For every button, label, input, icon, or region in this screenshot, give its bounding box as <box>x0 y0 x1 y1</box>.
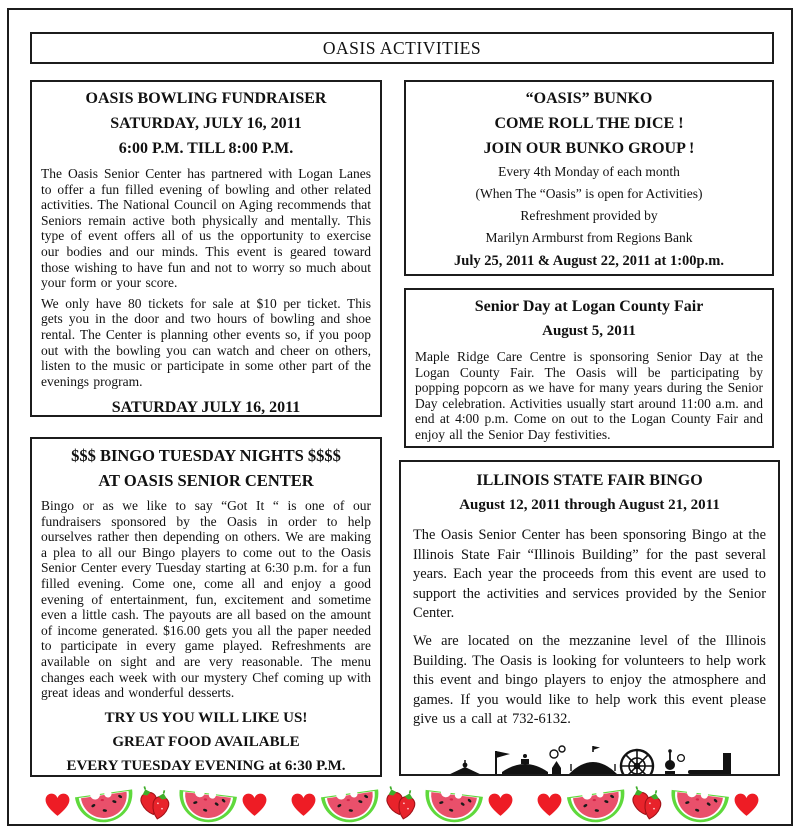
fairground-silhouette-image <box>413 738 766 776</box>
heart-icon <box>733 792 760 817</box>
strawberries-icon <box>631 784 665 824</box>
section-bunko <box>404 80 774 276</box>
heart-icon <box>487 792 514 817</box>
heart-icon <box>290 792 317 817</box>
bowling-date: SATURDAY, JULY 16, 2011 <box>110 115 302 132</box>
bunko-refreshment-line: Refreshment provided by <box>520 208 658 223</box>
heart-icon <box>44 792 71 817</box>
bingo-footer-line-3: EVERY TUESDAY EVENING at 6:30 P.M. <box>66 757 346 774</box>
heart-icon <box>241 792 268 817</box>
watermelon-slice-icon <box>566 782 628 826</box>
bowling-footer-date: SATURDAY JULY 16, 2011 <box>111 399 301 417</box>
watermelon-slice-icon <box>176 782 238 826</box>
bingo-footer-line-1: TRY US YOU WILL LIKE US! <box>104 709 308 726</box>
heart-icon <box>536 792 563 817</box>
state-fair-paragraph-2: We are located on the mezzanine level of the Illinois Building. The Oasis is looking for volunteers to help work this event and bingo players to enjoy the atmosphere and games. If you would like to help work this event please give us a call at 732-6132. <box>413 632 766 728</box>
watermelon-slice-icon <box>320 782 382 826</box>
fruit-border-unit <box>536 782 760 826</box>
bingo-paragraph: Bingo or as we like to say “Got It “ is one of our fundraisers sponsored by the Oasis in order to help ourselves rather then depending on others. We are making a plea to all our Bingo players to come out to the Oasis Senior Center every Tuesday starting at 6:30 p.m. for a fun filled evening. Come one, come all and enjoy a good evening of entertainment, fun, excitement and sometime even a little cash. The payouts are all based on the amount of income generated. $16.00 gets you all the paper needed to participate in every game played. Refreshments are available on sight and are very reasonable. The menu changes each week with our mystery Chef coming up with great ideas and wonderful desserts. <box>41 498 371 701</box>
bingo-footer-line-2: GREAT FOOD AVAILABLE <box>112 733 300 750</box>
watermelon-slice-icon <box>74 782 136 826</box>
senior-day-title: Senior Day at Logan County Fair <box>474 298 704 315</box>
state-fair-title: ILLINOIS STATE FAIR BINGO <box>476 472 703 489</box>
section-state-fair-bingo <box>399 460 780 776</box>
section-senior-day <box>404 288 774 448</box>
masthead <box>30 32 774 64</box>
strawberries-icon <box>385 784 419 824</box>
strawberries-icon <box>139 784 173 824</box>
bunko-title-line-3: JOIN OUR BUNKO GROUP ! <box>483 140 695 157</box>
bowling-paragraph-1: The Oasis Senior Center has partnered with Logan Lanes to offer a fun filled evening of bowling and other related activities. The National Council on Aging recommends that Seniors remain active both physically and mentally. This type of event offers all of us the opportunity to exercise our bodies and our minds. This event is geared toward those wishing to have fun and not to worry so much about your form or your score. <box>41 166 371 291</box>
bingo-title-line-1: $$$ BINGO TUESDAY NIGHTS $$$$ <box>71 446 341 465</box>
bowling-title: OASIS BOWLING FUNDRAISER <box>85 90 327 107</box>
state-fair-paragraph-1: The Oasis Senior Center has been sponsoring Bingo at the Illinois State Fair “Illinois Building” for the past several years. Each year the proceeds from this event are used to support the activities and services provided by the Senior Center. <box>413 527 766 622</box>
section-bingo-tuesday <box>30 437 382 777</box>
fruit-border-decoration <box>0 779 804 829</box>
section-bowling-fundraiser <box>30 80 382 417</box>
page-title: OASIS ACTIVITIES <box>322 37 482 58</box>
watermelon-slice-icon <box>422 782 484 826</box>
bowling-time: 6:00 P.M. TILL 8:00 P.M. <box>118 140 294 157</box>
bunko-sponsor-line: Marilyn Armburst from Regions Bank <box>485 230 693 245</box>
watermelon-slice-icon <box>668 782 730 826</box>
senior-day-paragraph: Maple Ridge Care Centre is sponsoring Senior Day at the Logan County Fair. The Oasis will be participating by popping popcorn as we have for many years during the Senior Day celebration. Activities usually start around 11:00 a.m. and end at 4:00 p.m. Come on out to the Logan County Fair and enjoy all the Senior Day festivities. <box>415 349 763 442</box>
bunko-title-line-1: “OASIS” BUNKO <box>525 90 653 107</box>
fruit-border-unit <box>290 782 514 826</box>
bowling-paragraph-2: We only have 80 tickets for sale at $10 per ticket. This gets you in the door and two hours of bowling and shoe rental. The Center is planning other events so, if you poop out with the bowling you can watch and cheer on others, listen to the music or participate in some other part of the evenings program. <box>41 295 371 389</box>
bunko-condition-line: (When The “Oasis” is open for Activities) <box>475 186 703 201</box>
bunko-title-line-2: COME ROLL THE DICE ! <box>494 115 684 132</box>
senior-day-date: August 5, 2011 <box>542 323 636 339</box>
state-fair-dates: August 12, 2011 through August 21, 2011 <box>459 497 720 513</box>
bunko-dates-line: July 25, 2011 & August 22, 2011 at 1:00p.m. <box>454 253 724 269</box>
fruit-border-unit <box>44 782 268 826</box>
fairground-icon <box>440 738 740 776</box>
bunko-schedule-line: Every 4th Monday of each month <box>498 164 680 179</box>
bingo-title-line-2: AT OASIS SENIOR CENTER <box>98 471 314 490</box>
